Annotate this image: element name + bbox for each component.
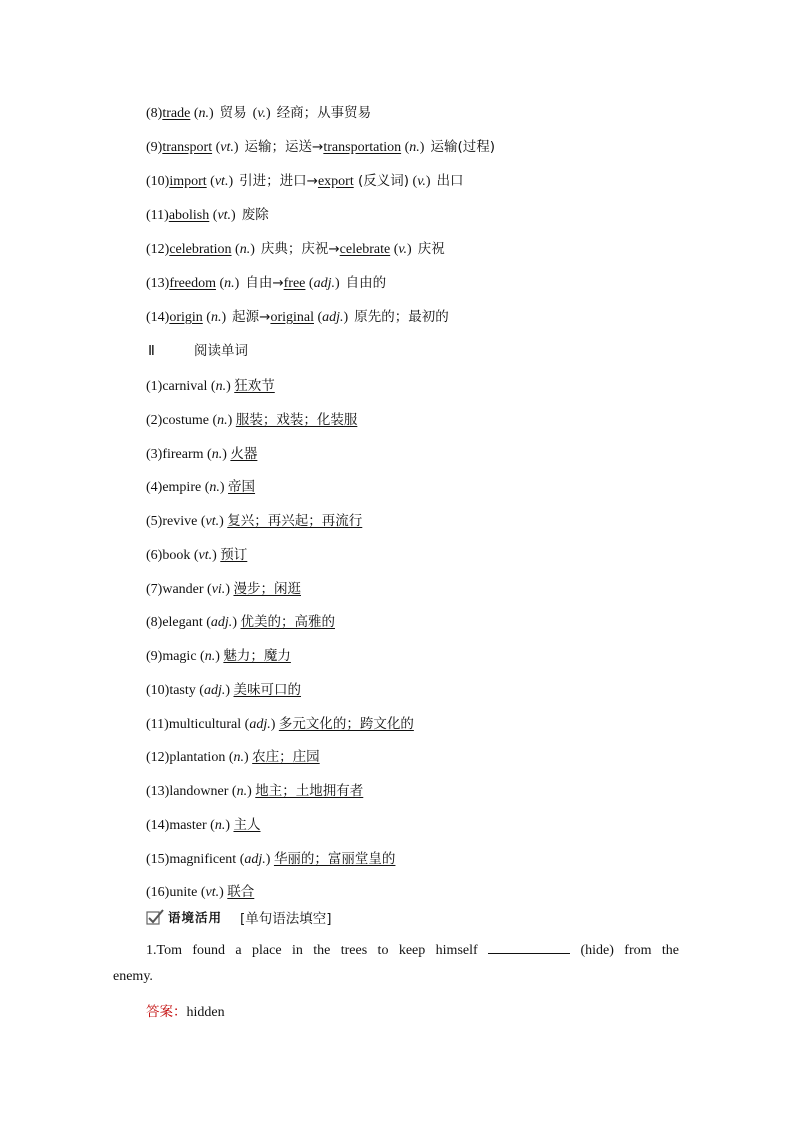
reading-item: (4)empire (n.) 帝国	[146, 479, 256, 496]
reading-item-word: firearm	[162, 446, 204, 462]
reading-item-number: (10)	[146, 682, 170, 698]
reading-item-pos: vt.	[205, 885, 220, 901]
vocab-line-freedom: (13)freedom (n.) 自由→free (adj.) 自由的	[146, 275, 387, 291]
reading-item: (11)multicultural (adj.) 多元文化的；跨文化的	[146, 715, 414, 732]
reading-item-number: (6)	[146, 547, 163, 563]
reading-item-word: revive	[162, 514, 198, 529]
reading-item-pos: adj.	[244, 851, 266, 867]
reading-item-pos: vt.	[198, 547, 213, 563]
reading-item-pos: n.	[214, 817, 226, 833]
reading-item-pos: adj.	[203, 682, 226, 698]
reading-item-word: elegant	[162, 615, 203, 631]
reading-item-pos: adj.	[249, 716, 271, 732]
practice-header	[146, 907, 332, 927]
question-1	[146, 941, 679, 959]
reading-item-number: (16)	[146, 885, 170, 901]
reading-item-word: magnificent	[169, 851, 237, 867]
reading-item-word: costume	[162, 412, 209, 428]
reading-item-word: multicultural	[168, 716, 242, 732]
reading-item: (6)book (vt.) 预订	[146, 546, 248, 563]
reading-item-pos: n.	[215, 379, 227, 394]
reading-item-meaning: 地主；土地拥有者	[255, 783, 364, 799]
reading-item-word: empire	[162, 480, 202, 496]
reading-item-meaning: 火器	[230, 445, 258, 462]
reading-item-meaning: 狂欢节	[234, 378, 275, 394]
reading-item-number: (13)	[146, 784, 170, 799]
reading-item-pos: vi.	[211, 581, 226, 597]
reading-item-meaning: 华丽的；富丽堂皇的	[273, 850, 396, 867]
reading-item-word: tasty	[169, 682, 196, 698]
reading-item-number: (3)	[146, 446, 163, 462]
reading-item-meaning: 服装；戏装；化装服	[235, 411, 358, 428]
reading-item-meaning: 预订	[220, 546, 248, 563]
reading-item-number: (15)	[146, 851, 170, 867]
section-roman-numeral: Ⅱ	[148, 344, 155, 359]
reading-item-meaning: 魅力；魔力	[223, 648, 291, 664]
vocab-line-transport: (9)transport (vt.) 运输；运送→transportation (n.) 运输(过程)	[146, 139, 496, 155]
reading-item: (2)costume (n.) 服装；戏装；化装服	[146, 411, 358, 428]
reading-item-number: (5)	[146, 514, 163, 529]
reading-item-word: unite	[169, 885, 198, 901]
reading-item-meaning: 多元文化的；跨文化的	[278, 715, 414, 732]
question-1-tail: enemy.	[113, 969, 153, 984]
reading-item-number: (7)	[146, 581, 163, 597]
reading-item-pos: n.	[211, 446, 223, 462]
reading-item-number: (12)	[146, 750, 170, 766]
reading-item-meaning: 联合	[227, 884, 255, 901]
reading-item-pos: n.	[204, 649, 216, 664]
reading-item-number: (1)	[146, 379, 163, 394]
reading-item-word: magic	[162, 649, 197, 664]
reading-item: (13)landowner (n.) 地主；土地拥有者	[146, 783, 364, 799]
vocab-line-abolish: (11)abolish (vt.) 废除	[146, 207, 269, 223]
reading-item: (7)wander (vi.) 漫步；闲逛	[146, 580, 301, 597]
reading-item-pos: n.	[209, 480, 220, 496]
reading-item: (16)unite (vt.) 联合	[146, 884, 255, 901]
reading-item: (5)revive (vt.) 复兴；再兴起；再流行	[146, 513, 363, 529]
reading-item-word: landowner	[169, 784, 229, 799]
reading-item-number: (14)	[146, 817, 170, 833]
answer-label: 答案：	[146, 1004, 187, 1020]
practice-type: [单句语法填空]	[240, 911, 332, 927]
reading-item-number: (8)	[146, 615, 163, 631]
reading-item-word: book	[162, 547, 191, 563]
reading-item-number: (4)	[146, 480, 163, 496]
reading-item-word: wander	[162, 581, 204, 597]
reading-item-meaning: 优美的；高雅的	[240, 614, 335, 631]
reading-item-word: master	[169, 817, 207, 833]
reading-item-word: plantation	[169, 750, 226, 766]
reading-item: (15)magnificent (adj.) 华丽的；富丽堂皇的	[146, 850, 396, 867]
reading-item-meaning: 主人	[233, 816, 261, 833]
reading-item-pos: n.	[233, 750, 244, 766]
reading-item: (1)carnival (n.) 狂欢节	[146, 378, 275, 394]
section-heading	[148, 339, 248, 360]
vocab-line-trade: (8)trade (n.) 贸易 (v.) 经商；从事贸易	[146, 105, 372, 121]
reading-item: (10)tasty (adj.) 美味可口的	[146, 681, 302, 698]
question-1-hint: (hide) from the	[580, 943, 680, 958]
reading-item-number: (9)	[146, 649, 163, 664]
vocab-line-celebration: (12)celebration (n.) 庆典；庆祝→celebrate (v.) 庆祝	[146, 241, 445, 257]
reading-item-meaning: 农庄；庄园	[252, 749, 320, 766]
reading-item: (14)master (n.) 主人	[146, 816, 261, 833]
reading-item: (3)firearm (n.) 火器	[146, 445, 258, 462]
vocab-line-origin: (14)origin (n.) 起源→original (adj.) 原先的；最初的	[146, 309, 449, 325]
reading-item-meaning: 美味可口的	[233, 681, 302, 698]
reading-item-word: carnival	[162, 379, 208, 394]
checkbox-check-icon	[146, 909, 164, 925]
reading-item: (8)elegant (adj.) 优美的；高雅的	[146, 614, 335, 631]
reading-item-meaning: 漫步；闲逛	[233, 580, 301, 597]
reading-item-number: (2)	[146, 412, 163, 428]
reading-item: (12)plantation (n.) 农庄；庄园	[146, 749, 320, 766]
question-1-lead: 1.Tom found a place in the trees to keep himself	[146, 943, 478, 958]
reading-item-pos: n.	[217, 412, 228, 428]
section-title: 阅读单词	[194, 343, 248, 359]
answer-blank[interactable]	[488, 941, 570, 954]
answer	[146, 1000, 225, 1021]
reading-item-pos: vt.	[205, 514, 220, 529]
reading-item-number: (11)	[146, 716, 169, 732]
reading-item-meaning: 帝国	[228, 479, 256, 496]
reading-item-pos: n.	[236, 784, 248, 799]
reading-item-pos: adj.	[210, 615, 233, 631]
answer-value: hidden	[186, 1005, 225, 1020]
practice-label: 语境活用	[168, 910, 223, 925]
vocab-line-import: (10)import (vt.) 引进；进口→export (反义词) (v.) 出口	[146, 173, 464, 189]
reading-item: (9)magic (n.) 魅力；魔力	[146, 648, 291, 664]
reading-item-meaning: 复兴；再兴起；再流行	[227, 513, 363, 529]
